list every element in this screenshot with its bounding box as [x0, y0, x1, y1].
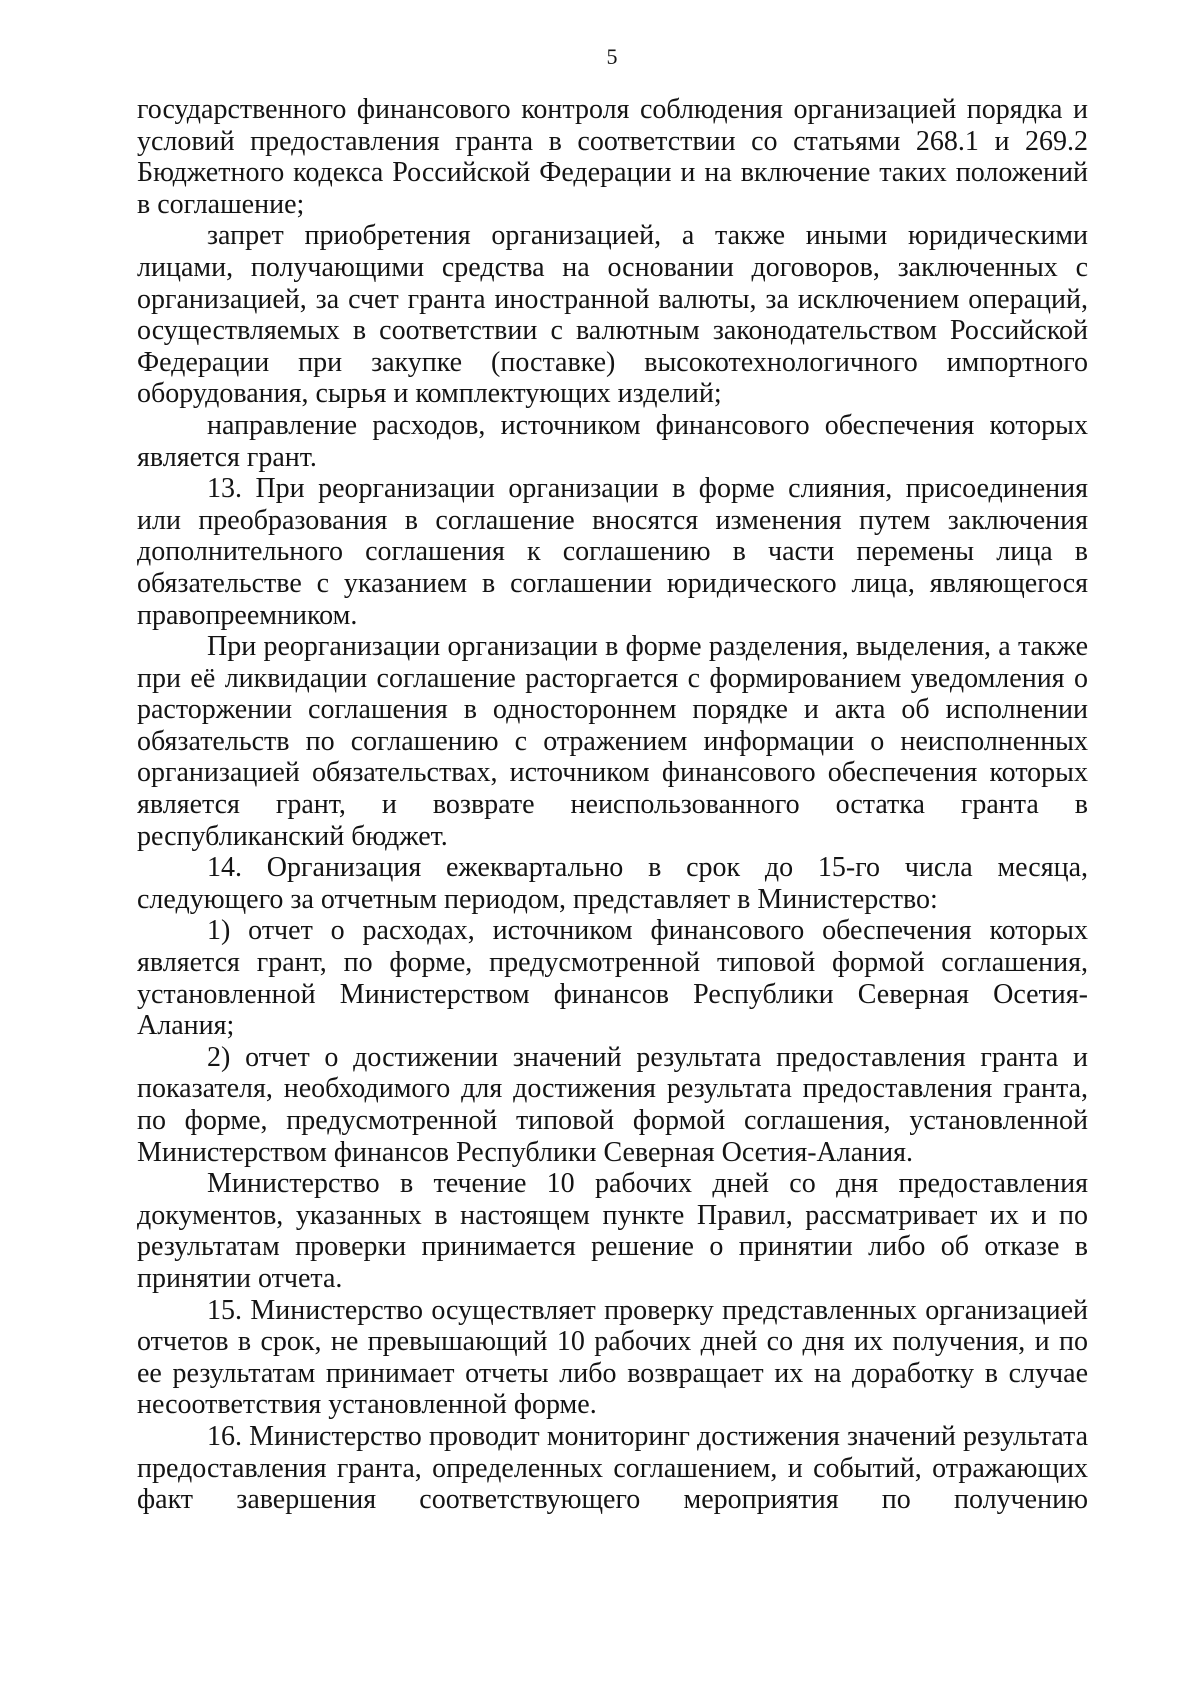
paragraph-15-check: 15. Министерство осуществляет проверку представленных организацией отчетов в срок, не превышающий 10 рабочих дней со дня их получения, и по ее результатам принимает отчеты либо возвращает их на доработку в случае несоответствия установленной форме. [137, 1294, 1088, 1421]
paragraph-ministry-review: Министерство в течение 10 рабочих дней со дня предоставления документов, указанных в настоящем пункте Правил, рассматривает их и по результатам проверки принимается решение о принятии либо об отказе в принятии отчета. [137, 1168, 1088, 1294]
paragraph-14-quarterly-report: 14. Организация ежеквартально в срок до 15-го числа месяца, следующего за отчетным периодом, представляет в Министерство: [137, 852, 1088, 915]
paragraph-13-merger: 13. При реорганизации организации в форме слияния, присоединения или преобразования в соглашение вносятся изменения путем заключения дополнительного соглашения к соглашению в части перемены лица в обязательстве с указанием в соглашении юридического лица, являющегося правопреемником. [137, 473, 1088, 631]
paragraph-expense-direction: направление расходов, источником финансового обеспечения которых является грант. [137, 409, 1088, 473]
paragraph-14-item-1: 1) отчет о расходах, источником финансового обеспечения которых является грант, по форме, предусмотренной типовой формой соглашения, установленной Министерством финансов Республики Северная Осетия-Алания; [137, 915, 1088, 1042]
page-number: 5 [606, 44, 618, 69]
document-body [137, 94, 1088, 1516]
paragraph-14-item-2: 2) отчет о достижении значений результата предоставления гранта и показателя, необходимого для достижения результата предоставления гранта, по форме, предусмотренной типовой формой соглашения, установленной Министерством финансов Республики Северная Осетия-Алания. [137, 1041, 1088, 1168]
paragraph-currency-ban: запрет приобретения организацией, а также иными юридическими лицами, получающими средства на основании договоров, заключенных с организацией, за счет гранта иностранной валюты, за исключением операций, осуществляемых в соответствии с валютным законодательством Российской Федерации при закупке (поставке) высокотехнологичного импортного оборудования, сырья и комплектующих изделий; [137, 220, 1088, 410]
paragraph-16-monitoring: 16. Министерство проводит мониторинг достижения значений результата предоставления гранта, определенных соглашением, и событий, отражающих факт завершения соответствующего мероприятия по получению [137, 1420, 1088, 1516]
paragraph-state-control: государственного финансового контроля соблюдения организацией порядка и условий предоставления гранта в соответствии со статьями 268.1 и 269.2 Бюджетного кодекса Российской Федерации и на включение таких положений в соглашение; [137, 94, 1088, 220]
paragraph-reorganization-split: При реорганизации организации в форме разделения, выделения, а также при её ликвидации соглашение расторгается с формированием уведомления о расторжении соглашения в одностороннем порядке и акта об исполнении обязательств по соглашению с отражением информации о неисполненных организацией обязательствах, источником финансового обеспечения которых является грант, и возврате неиспользованного остатка гранта в республиканский бюджет. [137, 631, 1088, 852]
